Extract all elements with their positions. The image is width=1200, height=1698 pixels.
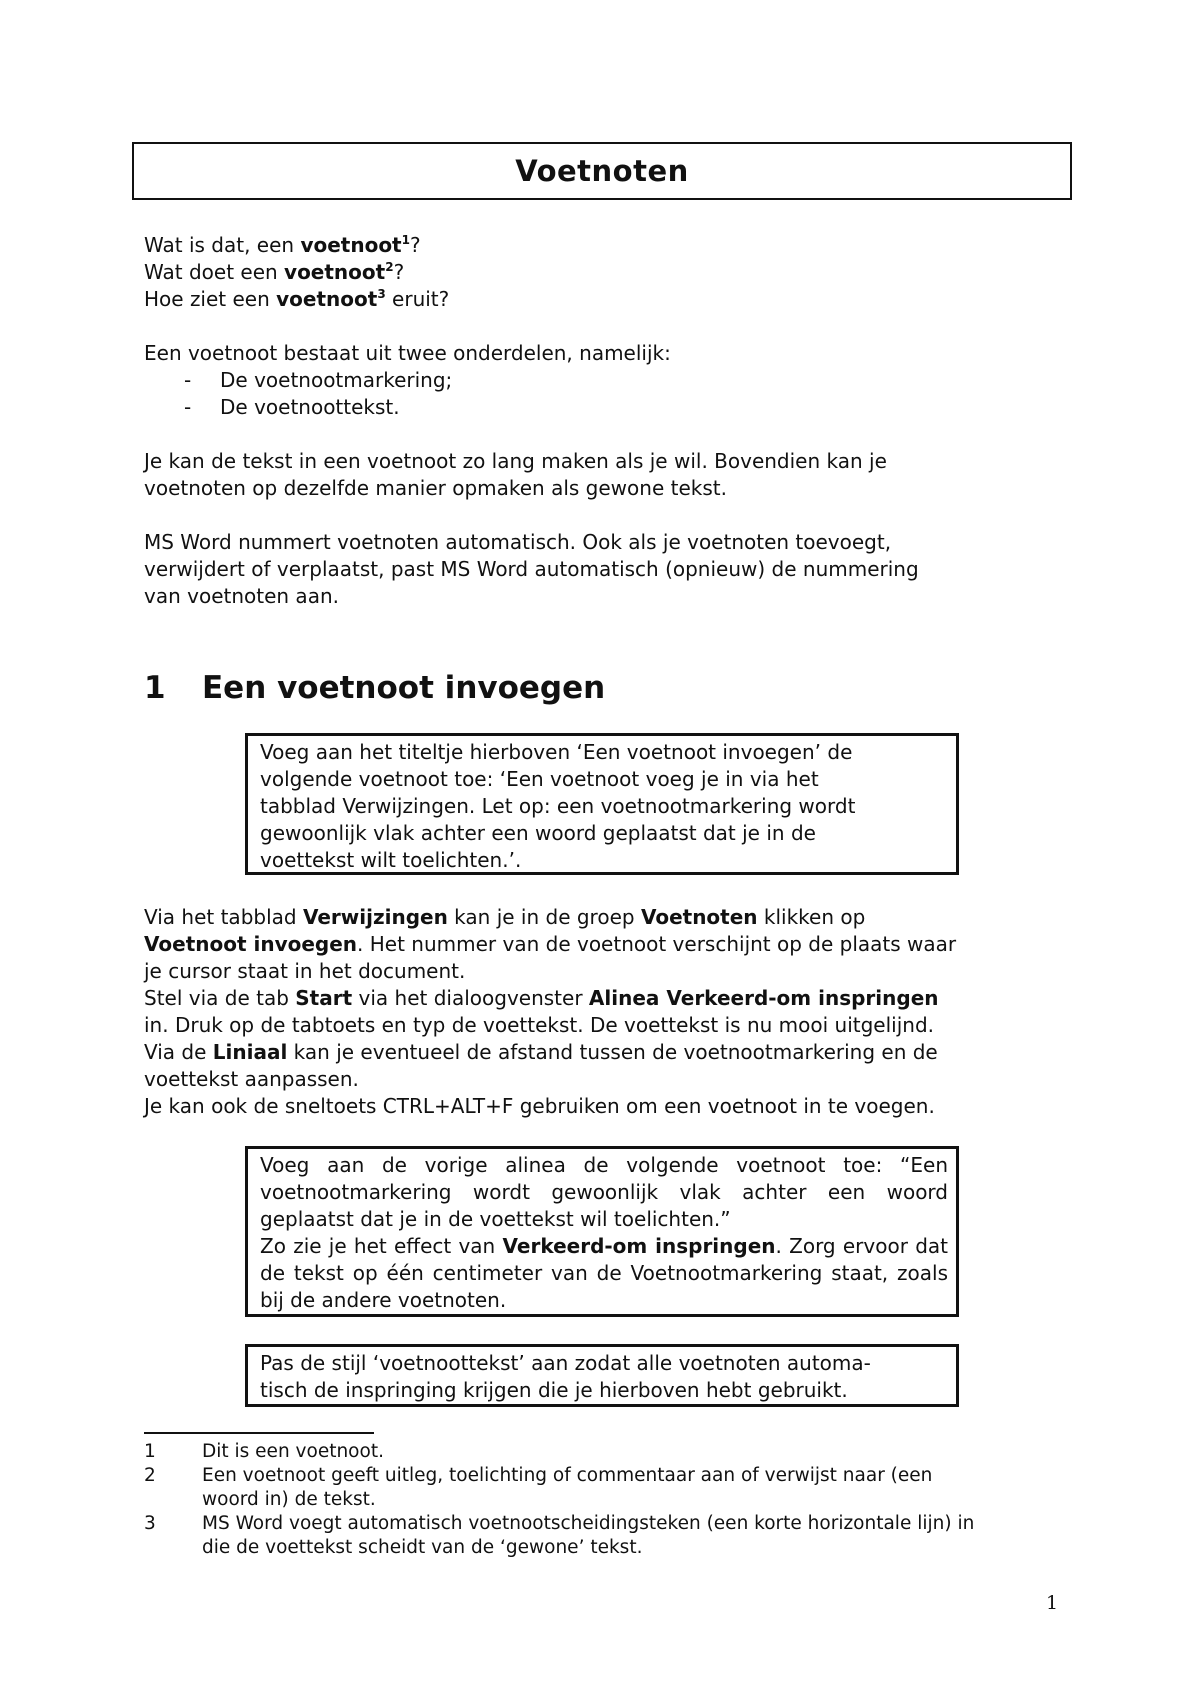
task-box-2: Voeg aan de vorige alinea de volgende voetnoot toe: “Een voetnootmarkering wordt gewoonlijk vlak achter een woord geplaatst dat je in de voettekst wil toelichten.” Zo zie je het effect van Verkeerd-om inspringen. Zorg ervoor dat de tekst op één centimeter van de Voetnootmarkering staat, zoals bij de andere voetnoten.	[245, 1146, 959, 1317]
footnote-area	[144, 1440, 1084, 1560]
paragraph-numbering: MS Word nummert voetnoten automatisch. Ook als je voetnoten toevoegt, verwijdert of verplaatst, past MS Word automatisch (opnieuw) de nummering van voetnoten aan.	[144, 530, 919, 608]
keyword: voetnoot	[300, 233, 402, 257]
footnote-number: 3	[144, 1513, 156, 1534]
list-item: - De voetnootmarkering;	[184, 368, 453, 392]
footnote-ref-2[interactable]: 2	[385, 260, 394, 274]
keyword: voetnoot	[284, 260, 386, 284]
section-heading	[144, 668, 605, 708]
footnote-separator	[144, 1432, 374, 1434]
section-number: 1	[144, 670, 166, 706]
footnote-ref-3[interactable]: 3	[377, 287, 386, 301]
footnote-number: 2	[144, 1465, 156, 1486]
section-title: Een voetnoot invoegen	[202, 670, 606, 706]
question-list	[144, 232, 1084, 313]
task-box-1: Voeg aan het titeltje hierboven ‘Een voetnoot invoegen’ de volgende voetnoot toe: ‘Een voetnoot voeg je in via het tabblad Verwijzingen. Let op: een voetnootmarkering wordt gewoonlijk vlak achter een woord geplaatst dat je in de voettekst wilt toelichten.’.	[245, 733, 959, 875]
task-box-3: Pas de stijl ‘voetnoottekst’ aan zodat alle voetnoten automa- tisch de inspringing krijgen die je hierboven hebt gebruikt.	[245, 1344, 959, 1407]
footnote-2: 2 Een voetnoot geeft uitleg, toelichting of commentaar aan of verwijst naar (een woord in) de tekst.	[144, 1465, 933, 1510]
question-2: Wat doet een voetnoot$^2$?	[144, 260, 405, 284]
list-item: - De voetnoottekst.	[184, 395, 400, 419]
keyword: voetnoot	[276, 287, 378, 311]
question-1: Wat is dat, een voetnoot$^1$?	[144, 233, 421, 257]
instructions-paragraph: Via het tabblad Verwijzingen kan je in de groep Voetnoten klikken op Voetnoot invoegen. Het nummer van de voetnoot verschijnt op de plaats waar je cursor staat in het document. Stel via de tab Start via het dialoogvenster Alinea Verkeerd-om inspringen in. Druk op de tabtoets en typ de voettekst. De voettekst is nu mooi uitgelijnd. Via de Liniaal kan je eventueel de afstand tussen de voetnootmarkering en de voettekst aanpassen. Je kan ook de sneltoets CTRL+ALT+F gebruiken om een voetnoot in te voegen.	[144, 905, 957, 1118]
dash-bullet: -	[184, 368, 192, 392]
title-box	[132, 142, 1072, 200]
page-title: Voetnoten	[515, 153, 689, 188]
footnote-3: 3 MS Word voegt automatisch voetnootscheidingsteken (een korte horizontale lijn) in die de voettekst scheidt van de ‘gewone’ tekst.	[144, 1513, 975, 1558]
paragraph-length: Je kan de tekst in een voetnoot zo lang maken als je wil. Bovendien kan je voetnoten op dezelfde manier opmaken als gewone tekst.	[144, 449, 887, 500]
footnote-ref-1[interactable]: 1	[401, 233, 410, 247]
question-3: Hoe ziet een voetnoot$^3$ eruit?	[144, 287, 450, 311]
dash-bullet: -	[184, 395, 192, 419]
parts-list	[144, 367, 1084, 421]
intro-paragraph: Een voetnoot bestaat uit twee onderdelen, namelijk: - De voetnootmarkering; - De voetnoottekst.	[144, 340, 1084, 421]
page-number: 1	[1046, 1592, 1059, 1614]
footnote-1: 1 Dit is een voetnoot.	[144, 1441, 384, 1462]
footnote-number: 1	[144, 1441, 156, 1462]
